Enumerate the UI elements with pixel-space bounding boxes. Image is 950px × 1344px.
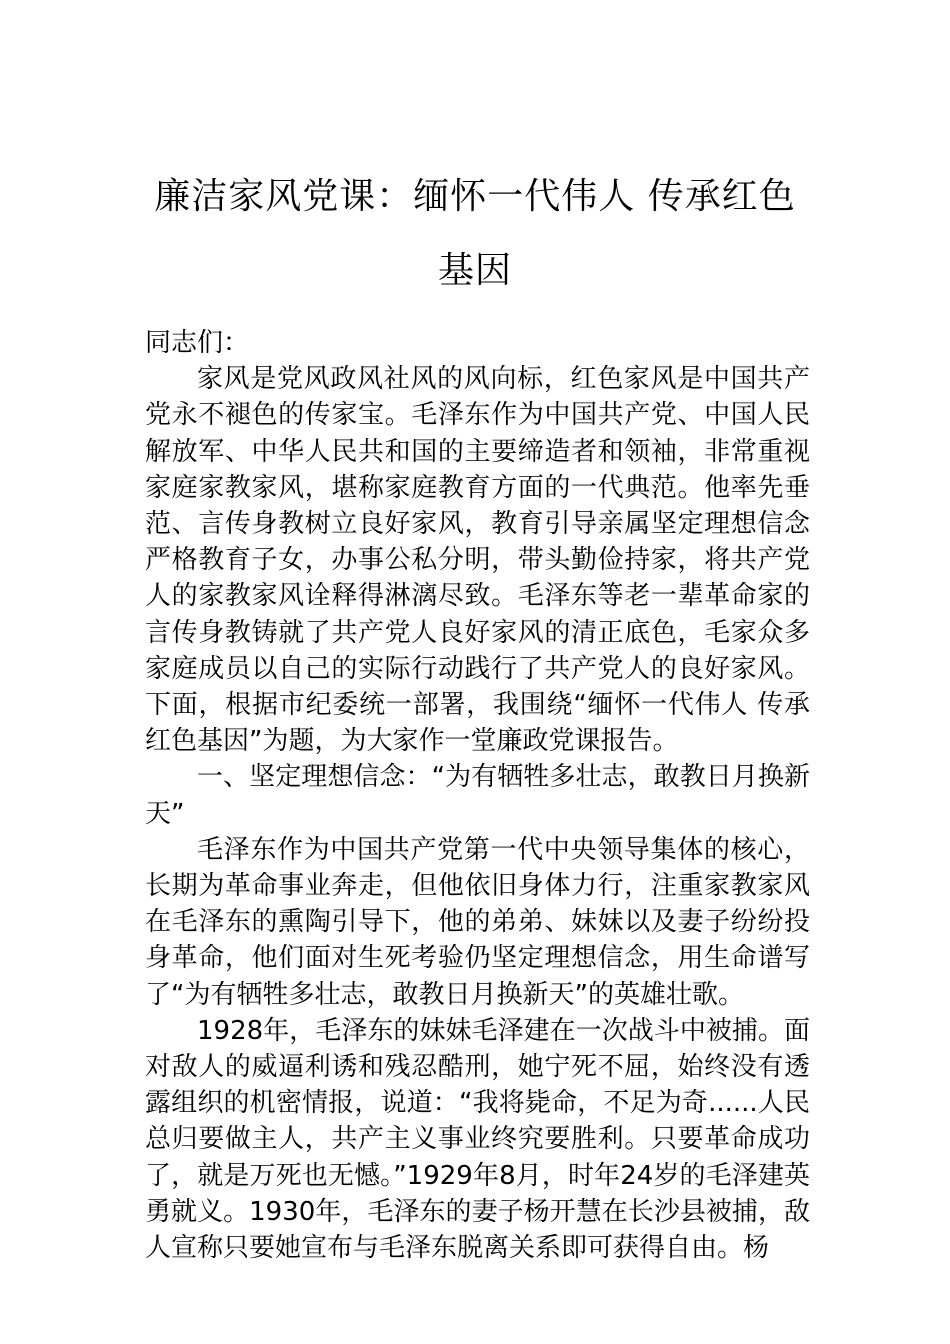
document-title: 廉洁家风党课：缅怀一代伟人 传承红色基因 [154,176,796,291]
paragraph-intro: 家风是党风政风社风的风向标，红色家风是中国共产党永不褪色的传家宝。毛泽东作为中国共产党、中国人民解放军、中华人民共和国的主要缔造者和领袖，非常重视家庭家教家风，堪称家庭教育方面的一代典范。他率先垂范、言传身教树立良好家风，教育引导亲属坚定理想信念严格教育子女，办事公私分明，带头勤俭持家，将共产党人的家教家风诠释得淋漓尽致。毛泽东等老一辈革命家的言传身教铸就了共产党人良好家风的清正底色，毛家众多家庭成员以自己的实际行动践行了共产党人的良好家风。下面，根据市纪委统一部署，我围绕“缅怀一代伟人 传承红色基因”为题，为大家作一堂廉政党课报告。 [145,364,810,757]
paragraph-section-1: 毛泽东作为中国共产党第一代中央领导集体的核心，长期为革命事业奔走，但他依旧身体力行，注重家教家风在毛泽东的熏陶引导下，他的弟弟、妹妹以及妻子纷纷投身革命，他们面对生死考验仍坚定理想信念，用生命谱写了“为有牺牲多壮志，敢教日月换新天”的英雄壮歌。 [145,834,810,1010]
section-heading-1: 一、坚定理想信念：“为有牺牲多壮志，敢教日月换新天” [145,762,810,829]
salutation: 同志们： [145,328,250,358]
document-body [145,325,810,1266]
paragraph-history: 1928年，毛泽东的妹妹毛泽建在一次战斗中被捕。面对敌人的威逼利诱和残忍酷刑，她宁死不屈，始终没有透露组织的机密情报，说道：“我将毙命，不足为奇......人民总归要做主人，共产主义事业终究要胜利。只要革命成功了，就是万死也无憾。”1929年8月，时年24岁的毛泽建英勇就义。1930年，毛泽东的妻子杨开慧在长沙县被捕，敌人宣称只要她宣布与毛泽东脱离关系即可获得自由。杨 [145,1015,810,1264]
